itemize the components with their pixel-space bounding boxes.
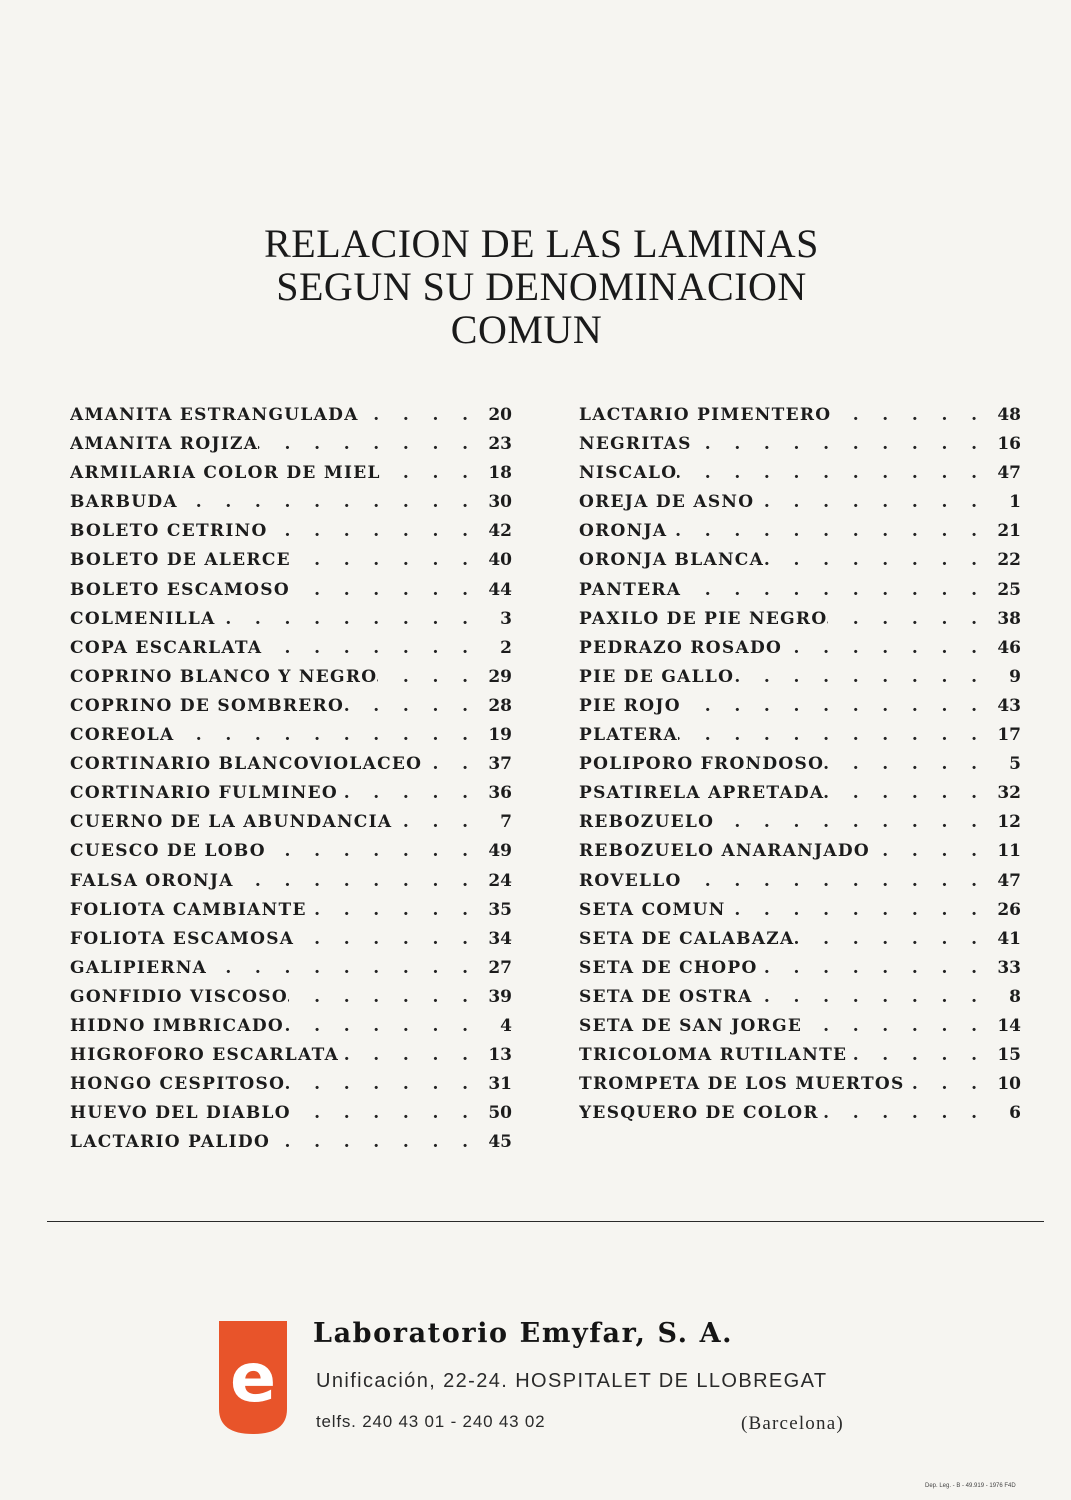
plate-entry	[579, 434, 1021, 463]
plate-entry-name: REBOZUELO	[579, 812, 715, 833]
plate-entry-name: CUESCO DE LOBO	[70, 841, 266, 862]
dot-leader	[677, 463, 987, 483]
plate-entry-number: 6	[1009, 1103, 1021, 1124]
plate-entry-name: PAXILO DE PIE NEGRO	[579, 608, 828, 629]
plate-entry-name: HIGROFORO ESCARLATA	[70, 1045, 340, 1066]
plate-entry	[70, 812, 512, 841]
dot-leader	[178, 492, 478, 512]
plate-entry-name: COLMENILLA	[70, 608, 216, 629]
plate-entry	[579, 463, 1021, 492]
plate-entry-name: YESQUERO DE COLOR	[579, 1103, 819, 1124]
plate-entry-name: COPRINO BLANCO Y NEGRO	[70, 666, 378, 687]
plate-entry	[70, 841, 512, 870]
plate-entry-number: 7	[500, 812, 512, 833]
dot-leader	[681, 580, 987, 600]
plate-entry	[70, 1016, 512, 1045]
plate-entry	[579, 580, 1021, 609]
plate-entry-name: FALSA ORONJA	[70, 870, 234, 891]
plate-entry	[70, 550, 512, 579]
plate-entry-number: 8	[1009, 986, 1021, 1007]
plate-entry	[579, 696, 1021, 725]
plate-entry	[579, 987, 1021, 1016]
plate-entry-number: 34	[488, 928, 512, 949]
plate-entry-number: 50	[488, 1103, 512, 1124]
plate-entry-number: 19	[488, 725, 512, 746]
dot-leader	[339, 1045, 478, 1065]
plate-entry	[579, 667, 1021, 696]
plate-entry-number: 49	[488, 841, 512, 862]
plate-entry-name: LACTARIO PALIDO	[70, 1132, 271, 1153]
plate-entry-name: NEGRITAS	[579, 434, 692, 455]
dot-leader	[392, 812, 478, 832]
dot-leader	[285, 1074, 478, 1094]
plate-entry-number: 24	[488, 870, 512, 891]
plate-entry-number: 31	[488, 1074, 512, 1095]
plate-entry-number: 43	[997, 695, 1021, 716]
plate-entry	[579, 812, 1021, 841]
dot-leader	[288, 987, 478, 1007]
dot-leader	[802, 1016, 987, 1036]
plate-entry-name: PSATIRELA APRETADA	[579, 783, 825, 804]
plate-entry-name: CORTINARIO FULMINEO	[70, 783, 338, 804]
plate-entry-name: AMANITA ROJIZA	[70, 434, 259, 455]
dot-leader	[234, 871, 478, 891]
plate-entry-name: CUERNO DE LA ABUNDANCIA	[70, 812, 393, 833]
company-city: (Barcelona)	[741, 1413, 844, 1434]
emyfar-logo-icon	[219, 1321, 287, 1434]
plate-entry-name: BOLETO CETRINO	[70, 521, 268, 542]
plate-entry-number: 32	[997, 783, 1021, 804]
plate-entry	[70, 987, 512, 1016]
plate-entry-number: 21	[997, 521, 1021, 542]
plate-entry-number: 22	[997, 550, 1021, 571]
dot-leader	[291, 550, 478, 570]
title-line-2: SEGUN SU DENOMINACION	[276, 264, 807, 309]
dot-leader	[344, 696, 478, 716]
plate-list-left-column	[70, 405, 512, 1161]
plate-entry	[70, 1103, 512, 1132]
plate-entry-number: 13	[488, 1045, 512, 1066]
dot-leader	[795, 929, 987, 949]
plate-entry-number: 37	[488, 754, 512, 775]
plate-entry-name: ROVELLO	[579, 870, 682, 891]
plate-entry-number: 33	[997, 957, 1021, 978]
dot-leader	[207, 958, 478, 978]
plate-entry-name: REBOZUELO ANARANJADO	[579, 841, 871, 862]
dot-leader	[359, 405, 478, 425]
plate-entry-number: 18	[488, 463, 512, 484]
title-line-3: COMUN	[450, 307, 603, 352]
dot-leader	[262, 638, 478, 658]
plate-entry	[579, 783, 1021, 812]
company-name: Laboratorio Emyfar, S. A.	[313, 1318, 734, 1349]
dot-leader	[377, 667, 478, 687]
plate-entry-name: PEDRAZO ROSADO	[579, 637, 783, 658]
plate-entry-name: TROMPETA DE LOS MUERTOS	[579, 1074, 905, 1095]
plate-entry-number: 27	[488, 957, 512, 978]
plate-entry-number: 40	[488, 550, 512, 571]
dot-leader	[681, 696, 987, 716]
plate-entry	[579, 871, 1021, 900]
dot-leader	[422, 754, 478, 774]
plate-entry	[579, 1045, 1021, 1074]
plate-entry	[579, 841, 1021, 870]
plate-entry	[579, 638, 1021, 667]
plate-entry-number: 1	[1009, 492, 1021, 513]
dot-leader	[682, 871, 987, 891]
plate-entry	[70, 609, 512, 638]
plate-entry	[579, 405, 1021, 434]
plate-entry	[70, 492, 512, 521]
dot-leader	[905, 1074, 987, 1094]
plate-entry	[70, 783, 512, 812]
plate-entry	[70, 754, 512, 783]
dot-leader	[824, 754, 987, 774]
plate-entry-number: 44	[488, 579, 512, 600]
plate-entry-name: FOLIOTA ESCAMOSA	[70, 928, 295, 949]
plate-entry	[70, 463, 512, 492]
dot-leader	[258, 434, 478, 454]
plate-entry-number: 5	[1009, 754, 1021, 775]
dot-leader	[734, 667, 987, 687]
dot-leader	[294, 929, 478, 949]
plate-entry	[70, 580, 512, 609]
dot-leader	[758, 958, 987, 978]
plate-entry	[70, 521, 512, 550]
dot-leader	[754, 492, 987, 512]
plate-entry-number: 28	[488, 695, 512, 716]
plate-entry-number: 41	[997, 928, 1021, 949]
plate-entry	[70, 1074, 512, 1103]
plate-entry-name: BOLETO DE ALERCE	[70, 550, 291, 571]
plate-entry-number: 2	[500, 637, 512, 658]
plate-entry-name: CORTINARIO BLANCOVIOLACEO	[70, 754, 423, 775]
dot-leader	[290, 580, 478, 600]
dot-leader	[667, 521, 987, 541]
plate-entry-name: NISCALO	[579, 463, 678, 484]
plate-entry-number: 48	[997, 405, 1021, 425]
plate-entry-number: 23	[488, 434, 512, 455]
plate-entry	[579, 958, 1021, 987]
plate-entry-name: GONFIDIO VISCOSO	[70, 986, 288, 1007]
plate-entry-name: GALIPIERNA	[70, 957, 208, 978]
legal-deposit: Dep. Leg. - B - 49.919 - 1976 F4D	[925, 1483, 1016, 1489]
plate-entry-number: 39	[488, 986, 512, 1007]
plate-entry-name: ORONJA BLANCA	[579, 550, 765, 571]
plate-entry	[579, 521, 1021, 550]
plate-entry-name: COPRINO DE SOMBRERO	[70, 695, 345, 716]
plate-entry-number: 29	[488, 666, 512, 687]
plate-entry	[579, 754, 1021, 783]
plate-entry	[70, 405, 512, 434]
plate-entry	[70, 1045, 512, 1074]
plate-entry-name: SETA COMUN	[579, 899, 726, 920]
plate-entry-name: ARMILARIA COLOR DE MIEL	[70, 463, 381, 484]
dot-leader	[827, 609, 987, 629]
plate-entry-name: BOLETO ESCAMOSO	[70, 579, 290, 600]
plate-entry-name: ORONJA	[579, 521, 668, 542]
dot-leader	[692, 434, 987, 454]
plate-list-right-column	[579, 405, 1021, 1132]
plate-entry-number: 3	[500, 608, 512, 629]
plate-entry	[70, 1132, 512, 1161]
plate-entry-number: 4	[500, 1015, 512, 1036]
plate-entry-name: HUEVO DEL DIABLO	[70, 1103, 291, 1124]
plate-entry	[70, 958, 512, 987]
plate-entry-number: 14	[997, 1015, 1021, 1036]
plate-entry	[70, 900, 512, 929]
plate-entry-number: 17	[997, 725, 1021, 746]
plate-entry-name: COPA ESCARLATA	[70, 637, 263, 658]
dot-leader	[824, 783, 987, 803]
dot-leader	[753, 987, 987, 1007]
plate-entry-name: HONGO CESPITOSO	[70, 1074, 286, 1095]
plate-entry-name: LACTARIO PIMENTERO	[579, 405, 832, 425]
company-phones: telfs. 240 43 01 - 240 43 02	[316, 1412, 546, 1431]
dot-leader	[270, 1132, 478, 1152]
plate-entry-number: 47	[997, 870, 1021, 891]
dot-leader	[678, 725, 987, 745]
dot-leader	[870, 841, 987, 861]
plate-entry-name: AMANITA ESTRANGULADA	[70, 405, 359, 425]
plate-entry-number: 20	[488, 405, 512, 425]
plate-entry-number: 38	[997, 608, 1021, 629]
plate-entry-name: SETA DE SAN JORGE	[579, 1015, 803, 1036]
plate-entry	[70, 638, 512, 667]
footer-divider	[47, 1221, 1044, 1222]
dot-leader	[847, 1045, 987, 1065]
plate-entry-number: 30	[488, 492, 512, 513]
plate-entry-name: PIE DE GALLO	[579, 666, 735, 687]
plate-entry-number: 11	[997, 841, 1021, 862]
dot-leader	[268, 521, 478, 541]
plate-entry-number: 16	[997, 434, 1021, 455]
dot-leader	[714, 812, 987, 832]
plate-entry-number: 45	[488, 1132, 512, 1153]
plate-entry-name: HIDNO IMBRICADO	[70, 1015, 285, 1036]
company-address: Unificación, 22-24. HOSPITALET DE LLOBREGAT	[316, 1370, 828, 1392]
plate-entry-name: TRICOLOMA RUTILANTE	[579, 1045, 848, 1066]
plate-entry	[579, 900, 1021, 929]
plate-entry	[579, 1016, 1021, 1045]
svg-text:e: e	[229, 1339, 277, 1418]
plate-entry-number: 46	[997, 637, 1021, 658]
plate-entry	[70, 667, 512, 696]
dot-leader	[338, 783, 478, 803]
plate-entry	[70, 434, 512, 463]
plate-entry	[579, 1074, 1021, 1103]
plate-entry-name: COREOLA	[70, 725, 175, 746]
dot-leader	[291, 1103, 478, 1123]
dot-leader	[307, 900, 478, 920]
plate-entry-number: 26	[997, 899, 1021, 920]
dot-leader	[284, 1016, 478, 1036]
plate-entry	[579, 492, 1021, 521]
plate-entry	[70, 725, 512, 754]
plate-entry-name: BARBUDA	[70, 492, 178, 513]
plate-entry	[579, 1103, 1021, 1132]
plate-entry-number: 47	[997, 463, 1021, 484]
plate-entry-number: 10	[997, 1074, 1021, 1095]
plate-entry	[579, 550, 1021, 579]
plate-entry-number: 42	[488, 521, 512, 542]
plate-entry-number: 36	[488, 783, 512, 804]
dot-leader	[266, 841, 478, 861]
plate-entry	[70, 696, 512, 725]
dot-leader	[764, 550, 987, 570]
plate-entry-name: SETA DE OSTRA	[579, 986, 753, 1007]
plate-entry	[70, 929, 512, 958]
title-line-1: RELACION DE LAS LAMINAS	[264, 221, 819, 266]
plate-entry	[579, 929, 1021, 958]
plate-entry-number: 35	[488, 899, 512, 920]
plate-entry-name: PIE ROJO	[579, 695, 681, 716]
dot-leader	[216, 609, 478, 629]
plate-entry-name: FOLIOTA CAMBIANTE	[70, 899, 307, 920]
plate-entry-number: 15	[997, 1045, 1021, 1066]
dot-leader	[381, 463, 478, 483]
plate-entry-number: 12	[997, 812, 1021, 833]
plate-entry-number: 25	[997, 579, 1021, 600]
plate-entry	[70, 871, 512, 900]
plate-entry-name: POLIPORO FRONDOSO	[579, 754, 825, 775]
plate-entry-name: SETA DE CHOPO	[579, 957, 758, 978]
page-title	[0, 222, 1071, 351]
plate-entry-name: OREJA DE ASNO	[579, 492, 755, 513]
dot-leader	[174, 725, 478, 745]
dot-leader	[831, 405, 987, 425]
dot-leader	[782, 638, 987, 658]
plate-entry-name: PLATERA	[579, 725, 679, 746]
dot-leader	[726, 900, 987, 920]
plate-entry-name: PANTERA	[579, 579, 682, 600]
plate-entry	[579, 725, 1021, 754]
plate-entry	[579, 609, 1021, 638]
plate-entry-name: SETA DE CALABAZA	[579, 928, 795, 949]
plate-entry-number: 9	[1009, 666, 1021, 687]
dot-leader	[819, 1103, 987, 1123]
